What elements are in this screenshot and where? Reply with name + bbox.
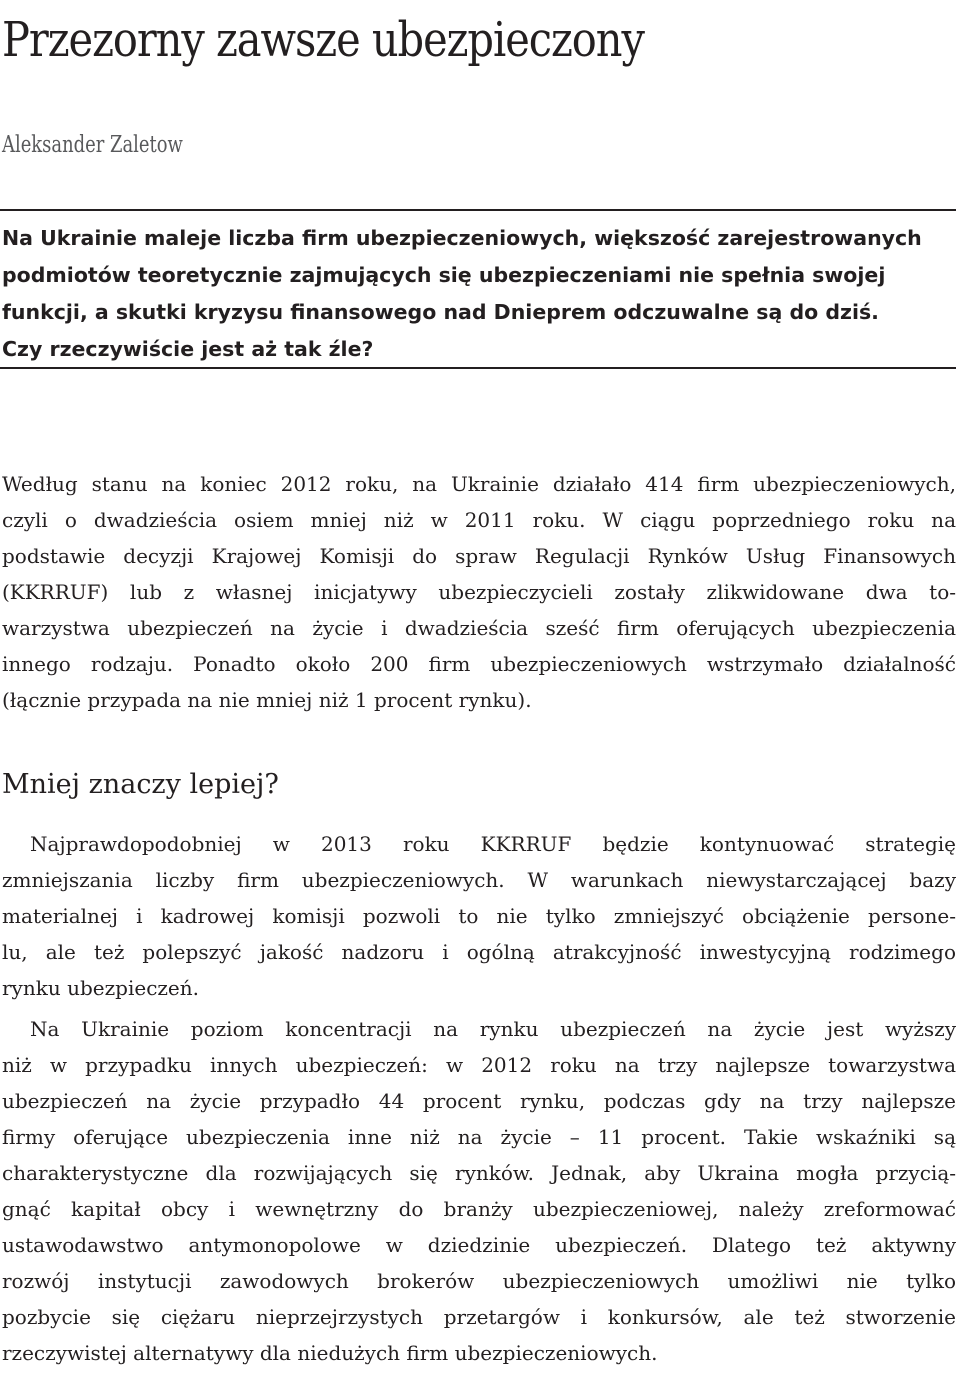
paragraph-line: charakterystyczne dla rozwijających się rynków. Jednak, aby Ukraina mogła przycią- — [2, 1161, 956, 1185]
paragraph-line: Według stanu na koniec 2012 roku, na Ukrainie działało 414 firm ubezpieczeniowych, — [2, 472, 956, 496]
paragraph-line: lu, ale też polepszyć jakość nadzoru i ogólną atrakcyjność inwestycyjną rodzimego — [2, 940, 956, 964]
lead-line: Czy rzeczywiście jest aż tak źle? — [2, 337, 374, 361]
paragraph-line: rynku ubezpieczeń. — [2, 976, 200, 1000]
paragraph-line: Na Ukrainie poziom koncentracji na rynku ubezpieczeń na życie jest wyższy — [30, 1017, 956, 1041]
paragraph-line: gnąć kapitał obcy i wewnętrzny do branży ubezpieczeniowej, należy zreformować — [2, 1197, 956, 1221]
lead-line: funkcji, a skutki kryzysu finansowego nad Dnieprem odczuwalne są do dziś. — [2, 300, 879, 324]
lead-line: Na Ukrainie maleje liczba firm ubezpieczeniowych, większość zarejestrowanych — [2, 226, 922, 250]
paragraph-line: materialnej i kadrowej komisji pozwoli to nie tylko zmniejszyć obciążenie persone- — [2, 904, 956, 928]
paragraph-line: innego rodzaju. Ponadto około 200 firm ubezpieczeniowych wstrzymało działalność — [2, 652, 956, 676]
paragraph-line: zmniejszania liczby firm ubezpieczeniowych. W warunkach niewystarczającej bazy — [2, 868, 956, 892]
article-author: Aleksander Zaletow — [2, 132, 183, 158]
body-paragraph-1 — [2, 466, 956, 718]
paragraph-line: ustawodawstwo antymonopolowe w dziedzinie ubezpieczeń. Dlatego też aktywny — [2, 1233, 956, 1257]
paragraph-line: niż w przypadku innych ubezpieczeń: w 2012 roku na trzy najlepsze towarzystwa — [2, 1053, 956, 1077]
paragraph-line: firmy oferujące ubezpieczenia inne niż na życie – 11 procent. Takie wskaźniki są — [2, 1125, 956, 1149]
lead-line: podmiotów teoretycznie zajmujących się ubezpieczeniami nie spełnia swojej — [2, 263, 886, 287]
paragraph-line: warzystwa ubezpieczeń na życie i dwadzieścia sześć firm oferujących ubezpieczenia — [2, 616, 956, 640]
body-paragraph-3 — [2, 1011, 956, 1371]
paragraph-line: ubezpieczeń na życie przypadło 44 procent rynku, podczas gdy na trzy najlepsze — [2, 1089, 956, 1113]
paragraph-line: czyli o dwadzieścia osiem mniej niż w 2011 roku. W ciągu poprzedniego roku na — [2, 508, 956, 532]
lead-top-rule — [0, 209, 956, 211]
paragraph-line: rozwój instytucji zawodowych brokerów ubezpieczeniowych umożliwi nie tylko — [2, 1269, 956, 1293]
paragraph-line: pozbycie się ciężaru nieprzejrzystych przetargów i konkursów, ale też stworzenie — [2, 1305, 956, 1329]
body-paragraph-2 — [2, 826, 956, 1006]
paragraph-line: (łącznie przypada na nie mniej niż 1 procent rynku). — [2, 688, 532, 712]
paragraph-line: Najprawdopodobniej w 2013 roku KKRRUF będzie kontynuować strategię — [30, 832, 956, 856]
article-title: Przezorny zawsze ubezpieczony — [2, 12, 644, 68]
paragraph-line: rzeczywistej alternatywy dla niedużych firm ubezpieczeniowych. — [2, 1341, 658, 1365]
lead-bottom-rule — [0, 367, 956, 369]
paragraph-line: (KKRRUF) lub z własnej inicjatywy ubezpieczycieli zostały zlikwidowane dwa to- — [2, 580, 956, 604]
article-lead — [2, 220, 956, 368]
section-heading: Mniej znaczy lepiej? — [2, 769, 279, 800]
paragraph-line: podstawie decyzji Krajowej Komisji do spraw Regulacji Rynków Usług Finansowych — [2, 544, 956, 568]
